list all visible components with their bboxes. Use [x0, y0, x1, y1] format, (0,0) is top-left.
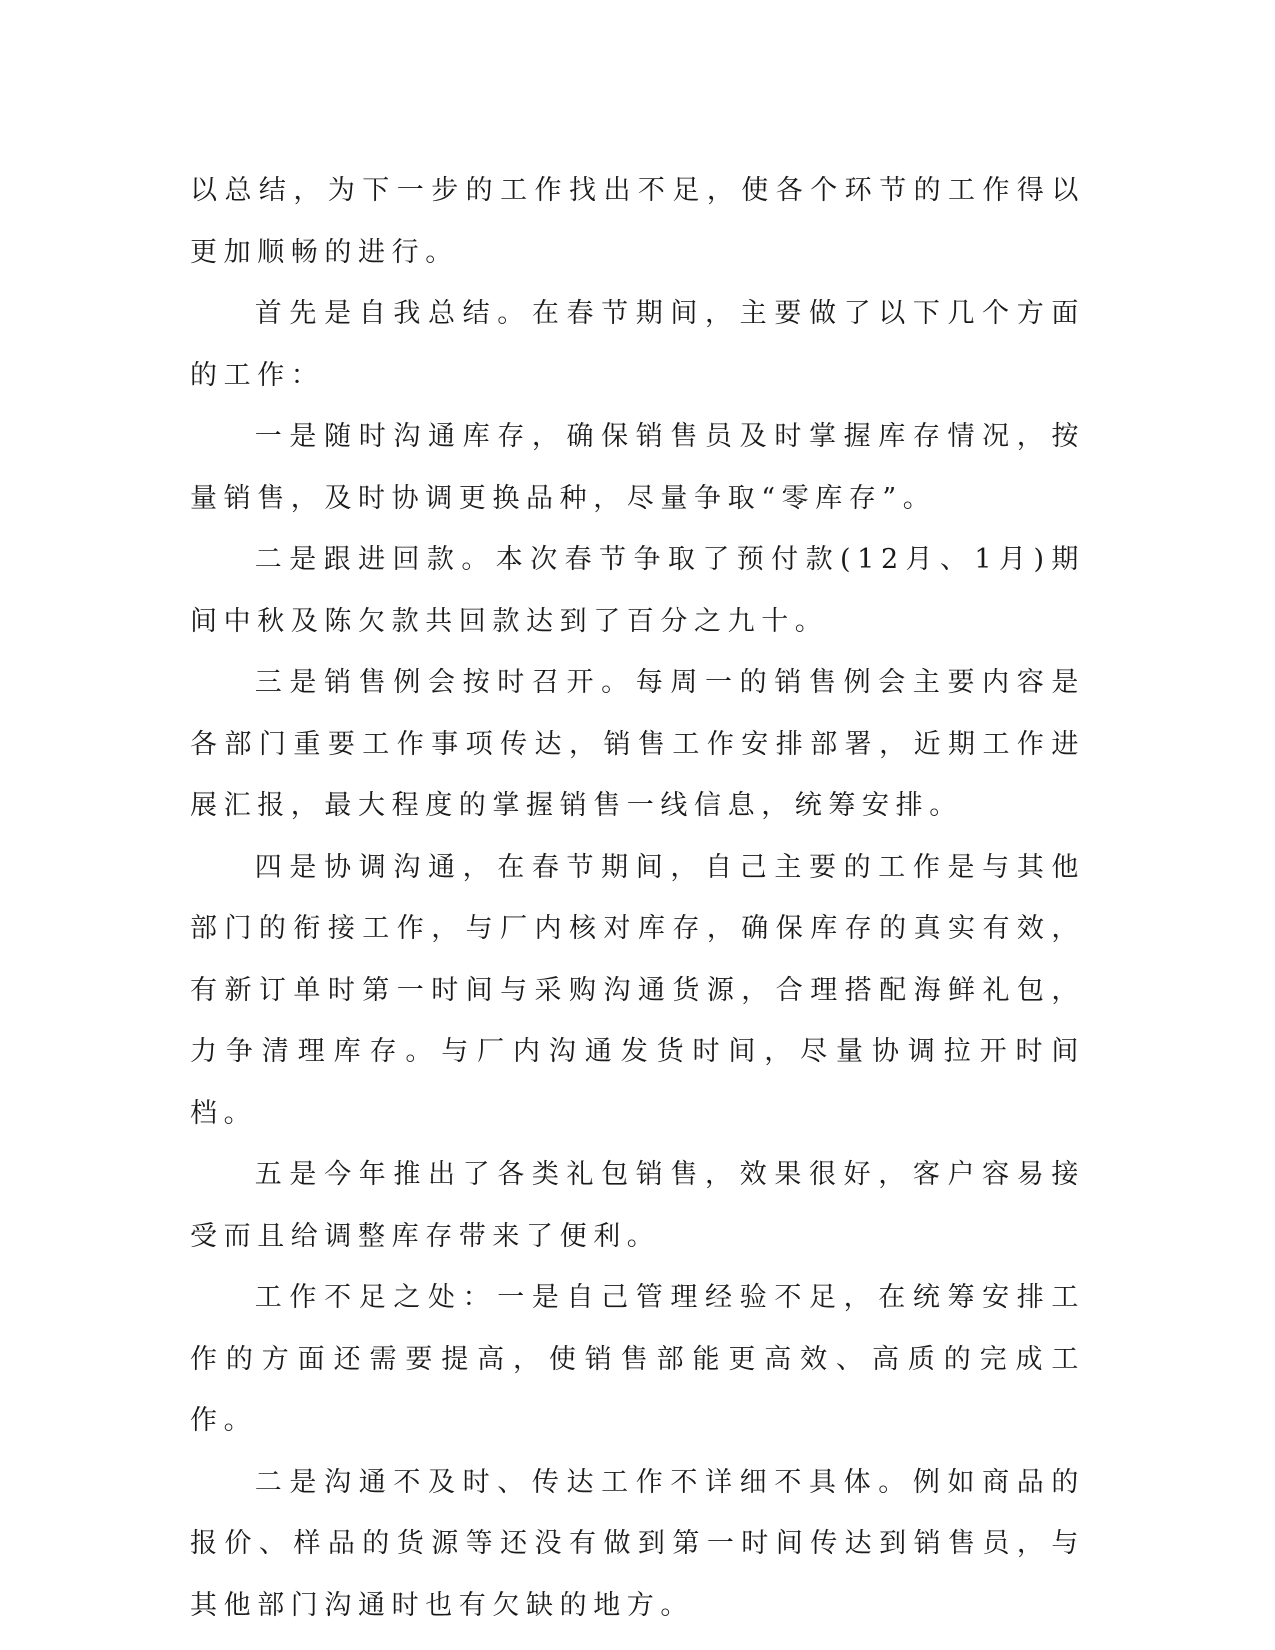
paragraph-sales-meeting: 三是销售例会按时召开。每周一的销售例会主要内容是各部门重要工作事项传达，销售工作安排部署，近期工作进展汇报，最大程度的掌握销售一线信息，统筹安排。 [190, 667, 1085, 821]
paragraph-gift-packages: 五是今年推出了各类礼包销售，效果很好，客户容易接受而且给调整库存带来了便利。 [190, 1159, 1085, 1252]
paragraph-coordination: 四是协调沟通，在春节期间，自己主要的工作是与其他部门的衔接工作，与厂内核对库存，确保库存的真实有效，有新订单时第一时间与采购沟通货源，合理搭配海鲜礼包，力争清理库存。与厂内沟通发货时间，尽量协调拉开时间档。 [190, 851, 1085, 1129]
paragraph-inventory: 一是随时沟通库存，确保销售员及时掌握库存情况，按量销售，及时协调更换品种，尽量争取“零库存”。 [190, 421, 1085, 514]
paragraph-shortcomings: 工作不足之处：一是自己管理经验不足，在统筹安排工作的方面还需要提高，使销售部能更高效、高质的完成工作。 [190, 1282, 1085, 1436]
paragraph-payment-collection: 二是跟进回款。本次春节争取了预付款(12月、1月)期间中秋及陈欠款共回款达到了百分之九十。 [190, 544, 1085, 637]
paragraph-communication: 二是沟通不及时、传达工作不详细不具体。例如商品的报价、样品的货源等还没有做到第一时间传达到销售员，与其他部门沟通时也有欠缺的地方。 [190, 1466, 1085, 1621]
paragraph-self-summary-intro: 首先是自我总结。在春节期间，主要做了以下几个方面的工作： [190, 298, 1085, 391]
document-body [190, 160, 1085, 1636]
paragraph-continuation: 以总结，为下一步的工作找出不足，使各个环节的工作得以更加顺畅的进行。 [190, 175, 1085, 268]
